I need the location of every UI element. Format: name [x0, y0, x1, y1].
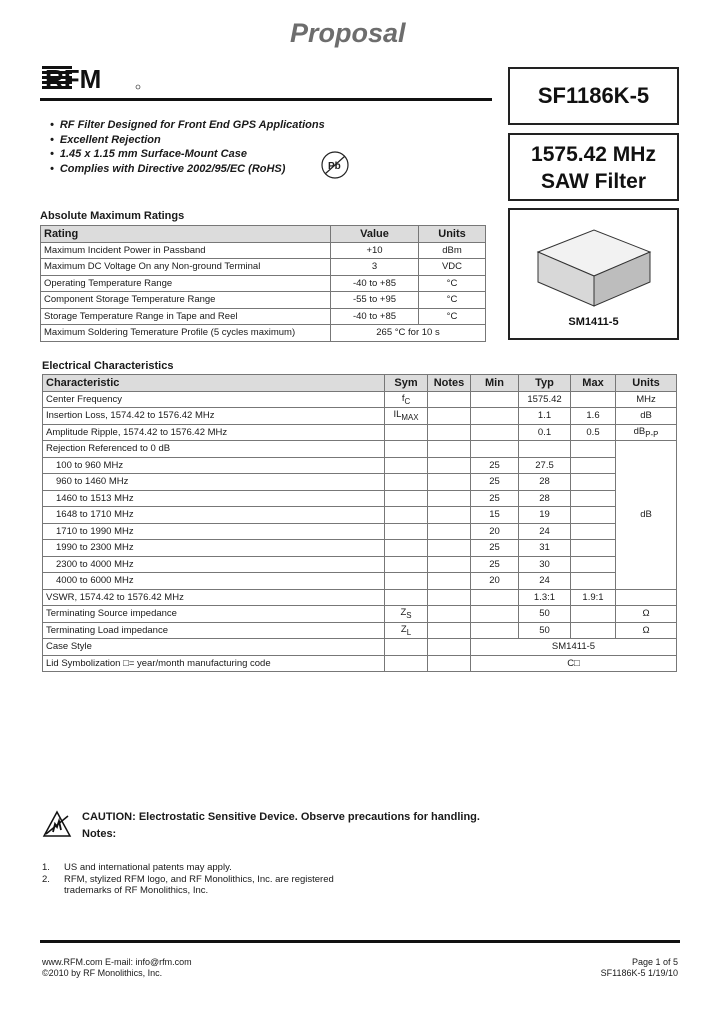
sym-cell: $IL_{MAX}$ — [385, 408, 428, 425]
col-header-value: Value — [331, 226, 419, 243]
typ-cell: 28 — [519, 490, 571, 507]
characteristic-cell: Center Frequency — [43, 391, 385, 408]
characteristic-cell: Rejection Referenced to 0 dB — [43, 441, 385, 458]
notes-list — [42, 862, 334, 897]
typ-cell: 27.5 — [519, 457, 571, 474]
characteristic-cell: 1990 to 2300 MHz — [43, 540, 385, 557]
table-row — [43, 606, 677, 623]
table-row — [41, 325, 486, 342]
table-row — [41, 308, 486, 325]
min-cell: 25 — [471, 556, 519, 573]
table-row — [43, 639, 677, 656]
elec-table — [42, 374, 677, 672]
units-cell: dB — [616, 441, 677, 590]
units-cell: $dB_{P-P}$ — [616, 424, 677, 441]
characteristic-cell: Terminating Load impedance — [43, 622, 385, 639]
package-illustration — [528, 220, 660, 314]
value-cell: -40 to +85 — [331, 275, 419, 292]
table-row — [43, 573, 677, 590]
table-row — [43, 408, 677, 425]
units-cell: MHz — [616, 391, 677, 408]
abs-max-table — [40, 225, 486, 342]
characteristic-cell: VSWR, 1574.42 to 1576.42 MHz — [43, 589, 385, 606]
typ-cell: 28 — [519, 474, 571, 491]
table-row — [43, 523, 677, 540]
table-row — [43, 540, 677, 557]
min-cell: 25 — [471, 474, 519, 491]
characteristic-cell: 1710 to 1990 MHz — [43, 523, 385, 540]
footer-doc: SF1186K-5 1/19/10 — [600, 968, 678, 978]
sym-cell: $Z_L$ — [385, 622, 428, 639]
typ-cell: 24 — [519, 573, 571, 590]
units-cell: dB — [616, 408, 677, 425]
rating-cell: Operating Temperature Range — [41, 275, 331, 292]
typ-cell: 24 — [519, 523, 571, 540]
table-header-row — [41, 226, 486, 243]
frequency-box — [508, 133, 679, 201]
caution-text: CAUTION: Electrostatic Sensitive Device. Observe precautions for handling. — [82, 811, 480, 823]
min-cell: 25 — [471, 540, 519, 557]
table-row — [43, 391, 677, 408]
min-cell: 20 — [471, 573, 519, 590]
characteristic-cell: Amplitude Ripple, 1574.42 to 1576.42 MHz — [43, 424, 385, 441]
rfm-logo — [42, 62, 142, 92]
characteristic-cell: Case Style — [43, 639, 385, 656]
typ-cell: 50 — [519, 606, 571, 623]
rating-cell: Maximum DC Voltage On any Non-ground Terminal — [41, 259, 331, 276]
typ-cell: 31 — [519, 540, 571, 557]
footer-right — [520, 957, 678, 979]
svg-text:Pb: Pb — [328, 161, 341, 172]
table-row — [43, 457, 677, 474]
value-cell: 3 — [331, 259, 419, 276]
feature-item: • RF Filter Designed for Front End GPS Applications — [50, 118, 325, 133]
value-cell: -40 to +85 — [331, 308, 419, 325]
max-cell: 1.9:1 — [571, 589, 616, 606]
rating-cell: Storage Temperature Range in Tape and Reel — [41, 308, 331, 325]
package-label: SM1411-5 — [568, 316, 619, 328]
rating-cell: Maximum Soldering Temerature Profile (5 cycles maximum) — [41, 325, 331, 342]
footer-page: Page 1 of 5 — [631, 957, 678, 967]
units-cell: dBm — [419, 242, 486, 259]
feature-item: • 1.45 x 1.15 mm Surface-Mount Case — [50, 147, 325, 162]
header-rule — [40, 98, 492, 101]
package-box — [508, 208, 679, 340]
feature-item: • Complies with Directive 2002/95/EC (RoHS) — [50, 162, 325, 177]
frequency: 1575.42 MHz — [531, 143, 656, 166]
sym-cell: $Z_S$ — [385, 606, 428, 623]
proposal-title: Proposal — [290, 18, 406, 48]
esd-warning-icon — [42, 810, 72, 840]
units-cell: °C — [419, 275, 486, 292]
characteristic-cell: 100 to 960 MHz — [43, 457, 385, 474]
rating-cell: Maximum Incident Power in Passband — [41, 242, 331, 259]
units-cell: VDC — [419, 259, 486, 276]
table-row — [43, 622, 677, 639]
part-number-box — [508, 67, 679, 125]
table-row — [43, 490, 677, 507]
table-row — [43, 507, 677, 524]
value-cell: 265 °C for 10 s — [331, 325, 486, 342]
sym-cell: $f_C$ — [385, 391, 428, 408]
characteristic-cell: Lid Symbolization □= year/month manufacturing code — [43, 655, 385, 672]
col-header-sym: Sym — [385, 375, 428, 392]
characteristic-cell: Terminating Source impedance — [43, 606, 385, 623]
characteristic-cell: Insertion Loss, 1574.42 to 1576.42 MHz — [43, 408, 385, 425]
characteristic-cell: 4000 to 6000 MHz — [43, 573, 385, 590]
max-cell: 1.6 — [571, 408, 616, 425]
table-row — [41, 292, 486, 309]
table-row — [43, 474, 677, 491]
value-cell: +10 — [331, 242, 419, 259]
col-header-rating: Rating — [41, 226, 331, 243]
min-cell: 15 — [471, 507, 519, 524]
min-cell: 25 — [471, 490, 519, 507]
feature-item: • Excellent Rejection — [50, 133, 325, 148]
note-item: 2. RFM, stylized RFM logo, and RF Monolithics, Inc. are registered — [42, 873, 334, 885]
table-header-row — [43, 375, 677, 392]
note-continuation: trademarks of RF Monolithics, Inc. — [64, 885, 209, 896]
footer-web[interactable]: www.RFM.com E-mail: info@rfm.com — [42, 957, 192, 967]
typ-cell: 30 — [519, 556, 571, 573]
table-row — [43, 589, 677, 606]
table-row — [41, 259, 486, 276]
elec-title: Electrical Characteristics — [42, 360, 174, 372]
typ-cell: 19 — [519, 507, 571, 524]
abs-max-title: Absolute Maximum Ratings — [40, 210, 185, 222]
footer-left — [42, 957, 192, 979]
characteristic-cell: 1460 to 1513 MHz — [43, 490, 385, 507]
note-item: 1. US and international patents may apply. — [42, 862, 232, 873]
units-cell: Ω — [616, 622, 677, 639]
max-cell: 0.5 — [571, 424, 616, 441]
units-cell: °C — [419, 308, 486, 325]
col-header-notes: Notes — [428, 375, 471, 392]
feature-list — [50, 118, 325, 176]
case-style-value: SM1411-5 — [471, 639, 677, 656]
rating-cell: Component Storage Temperature Range — [41, 292, 331, 309]
typ-cell: 50 — [519, 622, 571, 639]
col-header-units: Units — [419, 226, 486, 243]
typ-cell: 1.1 — [519, 408, 571, 425]
part-number: SF1186K-5 — [537, 83, 650, 108]
logo-text: RFM — [45, 64, 102, 92]
col-header-units: Units — [616, 375, 677, 392]
characteristic-cell: 960 to 1460 MHz — [43, 474, 385, 491]
footer-copyright: ©2010 by RF Monolithics, Inc. — [42, 968, 163, 978]
table-row — [43, 655, 677, 672]
min-cell: 25 — [471, 457, 519, 474]
table-row — [41, 242, 486, 259]
col-header-typ: Typ — [519, 375, 571, 392]
notes-title: Notes: — [82, 828, 117, 840]
product-type: SAW Filter — [540, 170, 646, 193]
table-row — [41, 275, 486, 292]
min-cell: 20 — [471, 523, 519, 540]
lid-symbol-value: C□ — [471, 655, 677, 672]
col-header-max: Max — [571, 375, 616, 392]
footer-rule — [40, 940, 680, 943]
table-row — [43, 441, 677, 458]
units-cell: Ω — [616, 606, 677, 623]
typ-cell: 0.1 — [519, 424, 571, 441]
units-cell: °C — [419, 292, 486, 309]
typ-cell: 1575.42 — [519, 391, 571, 408]
typ-cell: 1.3:1 — [519, 589, 571, 606]
col-header-characteristic: Characteristic — [43, 375, 385, 392]
table-row — [43, 556, 677, 573]
characteristic-cell: 1648 to 1710 MHz — [43, 507, 385, 524]
table-row — [43, 424, 677, 441]
col-header-min: Min — [471, 375, 519, 392]
pb-free-icon — [320, 150, 350, 180]
characteristic-cell: 2300 to 4000 MHz — [43, 556, 385, 573]
value-cell: -55 to +95 — [331, 292, 419, 309]
